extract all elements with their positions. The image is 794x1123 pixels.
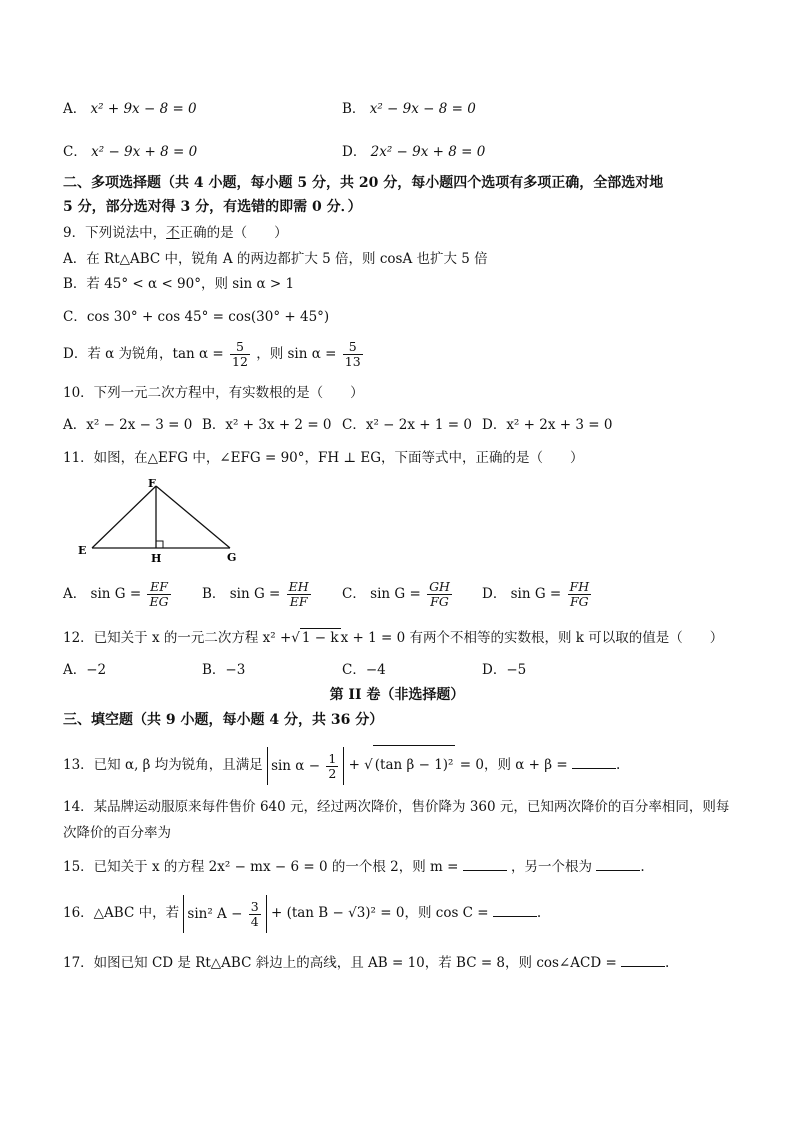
q16-answer-blank[interactable] xyxy=(493,904,537,917)
option-fraction xyxy=(427,580,452,609)
fraction-numerator: GH xyxy=(429,579,450,594)
q9-stem xyxy=(63,224,288,242)
q8-option-d-label: D． xyxy=(342,144,367,160)
fraction-denominator: 13 xyxy=(344,354,361,369)
q12-option-d: D．−5 xyxy=(482,662,527,678)
q8-option-d xyxy=(342,143,485,161)
fraction-denominator: EF xyxy=(289,594,308,609)
q17 xyxy=(63,954,669,972)
q9-option-d-fraction1 xyxy=(230,340,250,369)
q14-line2: 次降价的百分率为 xyxy=(63,825,171,841)
q8-option-c-label: C． xyxy=(63,144,87,160)
q13: 13．已知 α, β 均为锐角，且满足 sin α − $\frac{1}{2}$ + √ (tan β − 1)² = 0，则 α + β = . xyxy=(63,745,620,785)
q17-end: . xyxy=(665,955,670,971)
fraction-numerator: EH xyxy=(288,579,309,594)
abs-pre: sin α − xyxy=(271,757,321,774)
q10-option-a: A．x² − 2x − 3 = 0 xyxy=(63,417,193,433)
q11-option-d xyxy=(482,580,593,609)
fraction-denominator: 12 xyxy=(232,354,248,369)
abs-pre: sin² A − xyxy=(187,905,243,922)
fraction-numerator: 1 xyxy=(328,750,337,766)
figure-label-h: H xyxy=(151,552,162,565)
q17-pre: 17．如图已知 CD 是 Rt△ABC 斜边上的高线，且 AB = 10，若 BC = 8，则 cos∠ACD = xyxy=(63,955,617,971)
q12-option-c: C．−4 xyxy=(342,662,386,678)
q10-option-d: D．x² + 2x + 3 = 0 xyxy=(482,417,613,433)
q8-option-a-expr: x² + 9x − 8 = 0 xyxy=(90,101,197,117)
q14-line1: 14．某品牌运动服原来每件售价 640 元，经过两次降价，售价降为 360 元，已知两次降价的百分率相同，则每 xyxy=(63,799,730,815)
q15-mid: ，另一个根为 xyxy=(511,859,593,875)
q9-option-d-pre: D．若 α 为锐角，tan α = xyxy=(63,346,224,362)
section2-heading-line2: 5 分，部分选对得 3 分，有选错的即需 0 分．） xyxy=(63,199,362,215)
q11-option-a xyxy=(63,580,173,609)
figure-label-e: E xyxy=(78,544,87,557)
q16-pre: 16．△ABC 中，若 xyxy=(63,905,180,921)
q12-radicand: 1 − k xyxy=(301,630,339,646)
q8-option-c xyxy=(63,143,197,161)
q8-option-a xyxy=(63,100,197,118)
q12-option-b: B．−3 xyxy=(202,662,246,678)
fraction-denominator: FG xyxy=(430,594,449,609)
q16-paren-term: (tan B − √3)² xyxy=(286,905,376,921)
q16-absolute-value xyxy=(183,895,266,933)
q13-radicand: (tan β − 1)² xyxy=(373,745,456,784)
fraction-denominator: EG xyxy=(149,594,169,609)
fraction-numerator: 5 xyxy=(230,340,250,355)
q8-option-b-label: B． xyxy=(342,101,366,117)
q15-answer-blank-root[interactable] xyxy=(596,858,640,871)
q13-end: . xyxy=(615,757,621,773)
q9-stem-under: 不 xyxy=(166,225,180,241)
option-label: B． xyxy=(202,586,226,602)
q8-option-c-expr: x² − 9x + 8 = 0 xyxy=(91,144,198,160)
q9-option-d-fraction2 xyxy=(343,340,363,369)
q16 xyxy=(63,894,541,933)
segment-ef xyxy=(92,486,156,548)
q9-option-d-mid: ，则 sin α = xyxy=(256,346,337,362)
q13-absolute-value xyxy=(267,747,344,785)
q16-end: . xyxy=(536,905,542,921)
option-label: D． xyxy=(482,586,507,602)
part2-title: 第 II 卷（非选择题） xyxy=(329,687,465,703)
q13-post: = 0，则 α + β = xyxy=(459,757,568,773)
q11-triangle-figure xyxy=(70,474,245,566)
q12-stem: 12．已知关于 x 的一元二次方程 x² +√ 1 − k x + 1 = 0 有两个不相等的实数根，则 k 可以取的值是（ ） xyxy=(63,630,724,646)
fraction-denominator: 4 xyxy=(250,913,259,929)
option-fraction xyxy=(147,580,170,609)
q9-stem-pre: 9．下列说法中， xyxy=(63,225,167,241)
option-pre: sin G = xyxy=(229,586,281,602)
q12-stem-post: x + 1 = 0 有两个不相等的实数根，则 k 可以取的值是（ ） xyxy=(340,630,724,646)
q16-plus: + xyxy=(270,905,283,921)
q9-option-c: C．cos 30° + cos 45° = cos(30° + 45°) xyxy=(63,309,330,325)
segment-fg xyxy=(156,486,230,548)
q8-option-d-expr: 2x² − 9x + 8 = 0 xyxy=(370,144,486,160)
q15-end: . xyxy=(640,859,645,875)
section3-heading: 三、填空题（共 9 小题，每小题 4 分，共 36 分） xyxy=(63,712,384,728)
fraction-numerator: EF xyxy=(147,580,170,595)
right-angle-mark xyxy=(156,541,163,548)
q10-option-b: B．x² + 3x + 2 = 0 xyxy=(202,417,332,433)
option-pre: sin G = xyxy=(90,586,142,602)
q12-option-a: A．−2 xyxy=(63,662,107,678)
option-pre: sin G = xyxy=(510,586,562,602)
q10-option-c: C．x² − 2x + 1 = 0 xyxy=(342,417,472,433)
q15-pre: 15．已知关于 x 的方程 2x² − mx − 6 = 0 的一个根 2，则 m = xyxy=(63,859,459,875)
q9-option-d xyxy=(63,340,365,369)
q15-answer-blank-m[interactable] xyxy=(463,858,507,871)
figure-label-f: F xyxy=(148,477,156,490)
q13-plus: + xyxy=(348,757,360,773)
option-fraction xyxy=(568,580,592,609)
q8-option-a-label: A． xyxy=(63,101,87,117)
q9-option-b: B．若 45° < α < 90°，则 sin α > 1 xyxy=(63,276,295,292)
q13-pre: 13．已知 α, β 均为锐角，且满足 xyxy=(63,757,263,773)
q9-option-a: A．在 Rt△ABC 中，锐角 A 的两边都扩大 5 倍，则 cosA 也扩大 5 倍 xyxy=(63,251,488,267)
option-label: C． xyxy=(342,586,366,602)
option-label: A． xyxy=(63,586,87,602)
fraction-denominator: FG xyxy=(570,594,589,609)
q11-option-b xyxy=(202,580,313,609)
fraction-denominator: 2 xyxy=(328,765,337,781)
fraction-numerator: 3 xyxy=(250,898,259,914)
fraction-numerator: FH xyxy=(569,579,590,594)
q10-stem: 10．下列一元二次方程中，有实数根的是（ ） xyxy=(63,385,364,401)
q11-option-c xyxy=(342,580,454,609)
q15 xyxy=(63,858,645,876)
figure-label-g: G xyxy=(227,551,237,564)
q12-stem-pre: 12．已知关于 x 的一元二次方程 x² + xyxy=(63,630,292,646)
option-pre: sin G = xyxy=(370,586,421,602)
option-fraction xyxy=(287,580,311,609)
q9-stem-post: 正确的是（ ） xyxy=(179,225,288,241)
q8-option-b xyxy=(342,100,476,118)
q16-post: = 0，则 cos C = xyxy=(380,905,489,921)
fraction-numerator: 5 xyxy=(343,340,363,355)
q11-stem: 11．如图，在△EFG 中，∠EFG = 90°，FH ⊥ EG，下面等式中，正确的是（ ） xyxy=(63,450,584,466)
q17-answer-blank[interactable] xyxy=(621,954,665,967)
q13-answer-blank[interactable] xyxy=(572,756,616,769)
section2-heading-line1: 二、多项选择题（共 4 小题，每小题 5 分，共 20 分，每小题四个选项有多项正确，全部选对地 xyxy=(63,175,664,191)
abs-fraction xyxy=(326,752,338,781)
abs-fraction xyxy=(249,900,261,929)
q8-option-b-expr: x² − 9x − 8 = 0 xyxy=(369,101,476,117)
